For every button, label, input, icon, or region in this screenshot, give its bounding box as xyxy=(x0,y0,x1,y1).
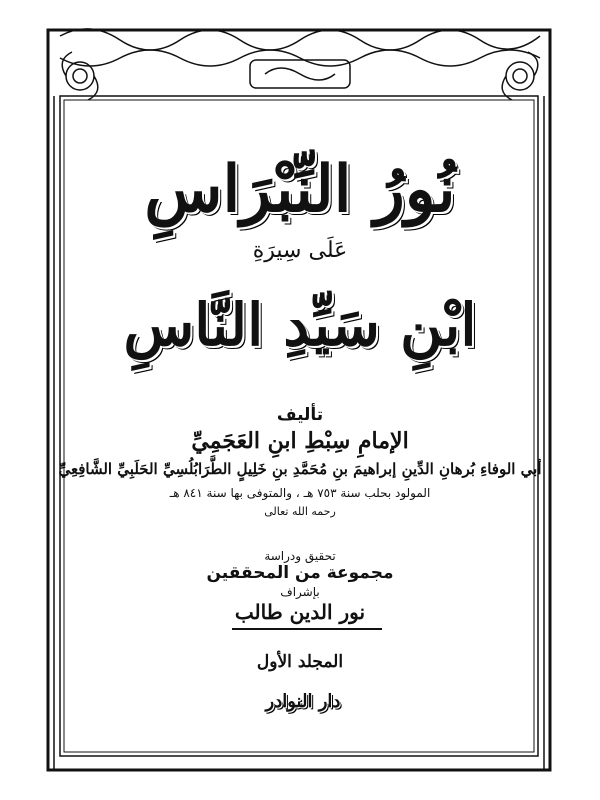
title-connector: عَلَى سِيرَةِ xyxy=(252,238,348,263)
corner-ornament-top-right xyxy=(502,52,538,100)
book-title: نُورُ النِّبْرَاسِ xyxy=(144,152,456,227)
authorship-label: تأليف xyxy=(276,405,324,425)
book-subtitle: ابْنِ سَيِّدِ النَّاسِ xyxy=(123,291,477,359)
author-name: الإمامِ سِبْطِ ابنِ العَجَمِيِّ xyxy=(191,428,409,454)
corner-ornament-top-left xyxy=(62,52,98,100)
supervisor-underline xyxy=(232,628,382,630)
research-team: مجموعة من المحققين xyxy=(206,563,394,583)
author-prayer: رحمه الله تعالى xyxy=(264,505,336,518)
publisher-name: دار النوادر xyxy=(265,691,341,712)
supervision-label: بإشراف xyxy=(280,585,320,599)
top-border-ornament xyxy=(60,29,540,88)
author-full-name: أبي الوفاءِ بُرهانِ الدِّينِ إبراهيمَ بنِ مُحَمَّدِ بنِ خَلِيلٍ الطَّرَابُلُسِيِّ الحَلَبِيِّ الشَّافِعِيِّ xyxy=(58,460,542,478)
author-dates: المولود بحلب سنة ٧٥٣ هـ ، والمتوفى بها سنة ٨٤١ هـ xyxy=(169,486,431,500)
supervisor-name: نور الدين طالب xyxy=(234,600,366,624)
volume-label: المجلد الأول xyxy=(256,652,344,672)
research-label: تحقيق ودراسة xyxy=(264,549,336,563)
publisher-logo xyxy=(262,682,344,732)
